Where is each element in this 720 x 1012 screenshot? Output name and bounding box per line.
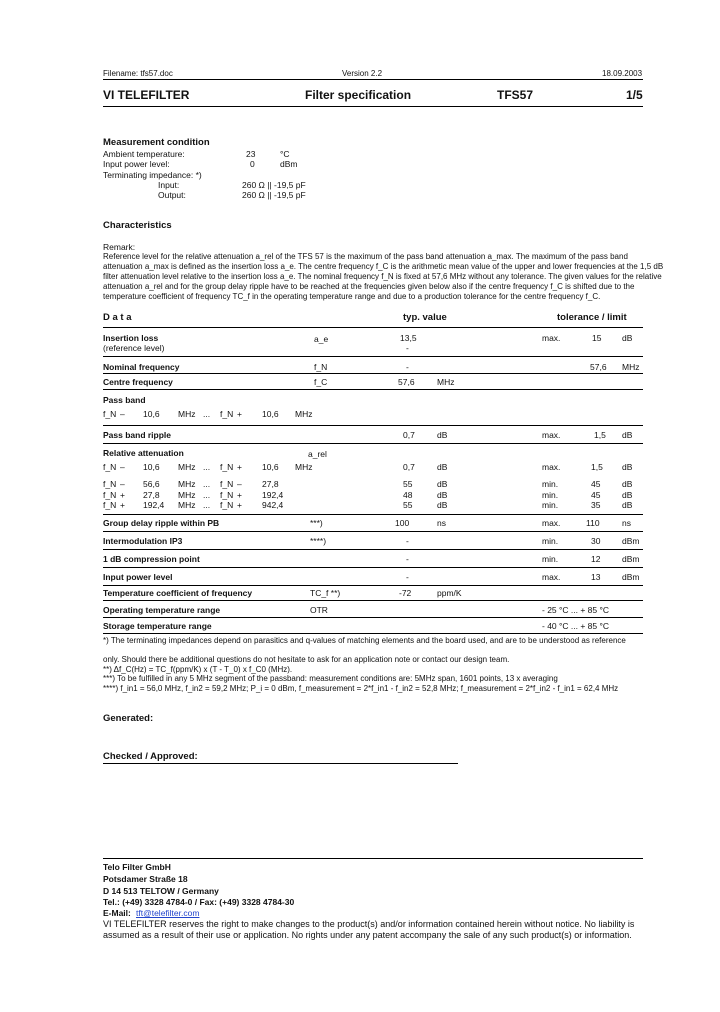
nominal-frequency-typ: -: [406, 362, 409, 372]
pass-band-op: –: [120, 409, 125, 419]
nominal-frequency-label: Nominal frequency: [103, 362, 180, 372]
footer-rule: [103, 858, 643, 859]
pass-band-u1: MHz: [178, 409, 196, 419]
rel-unit: dB: [622, 479, 633, 489]
compression-typ: -: [406, 554, 409, 564]
rel-dots: ...: [203, 490, 211, 500]
rel-fn2: f_N: [220, 490, 234, 500]
rel-fn: f_N: [103, 500, 117, 510]
rel-unit: dB: [622, 462, 633, 472]
compression-tol: 12: [591, 554, 601, 564]
rel-tol: 45: [591, 490, 601, 500]
input-impedance-value: 260 Ω || -19,5 pF: [242, 180, 306, 190]
operating-temp-symbol: OTR: [310, 605, 328, 615]
pass-band-op2: +: [237, 409, 242, 419]
table-rule: [103, 425, 643, 426]
ripple-label: Pass band ripple: [103, 430, 172, 440]
rel-tol-type: min.: [542, 490, 559, 500]
storage-temp-range: - 40 °C ... + 85 °C: [542, 621, 610, 631]
pass-band-u2: MHz: [295, 409, 313, 419]
generated-label: Generated:: [103, 713, 154, 724]
data-header: D a t a: [103, 312, 132, 323]
tempco-symbol: TC_f **): [310, 588, 341, 598]
pass-band-dots: ...: [203, 409, 211, 419]
rel-fn: f_N: [103, 462, 117, 472]
pass-band-v2: 10,6: [262, 409, 279, 419]
operating-temp-label: Operating temperature range: [103, 605, 221, 615]
group-delay-symbol: ***): [310, 518, 323, 528]
table-rule: [103, 600, 643, 601]
rel-dots: ...: [203, 500, 211, 510]
ip3-tol: 30: [591, 536, 601, 546]
remark-line: filter attenuation level relative to the insertion loss a_e. The nominal frequency f_N is fixed at 57,6 MHz without any tolerance. The given values for the relative: [103, 272, 662, 281]
rel-u1: MHz: [178, 462, 196, 472]
pass-band-fn2: f_N: [220, 409, 234, 419]
rel-v1: 192,4: [143, 500, 165, 510]
ripple-tol-type: max.: [542, 430, 561, 440]
rel-tol-type: min.: [542, 500, 559, 510]
input-power-tol-type: max.: [542, 572, 561, 582]
output-impedance-label: Output:: [158, 190, 186, 200]
input-power-unit: dBm: [622, 572, 640, 582]
rel-op1: –: [120, 479, 125, 489]
power-value: 0: [250, 159, 255, 169]
centre-frequency-typ: 57,6: [398, 377, 415, 387]
footnote: ***) To be fulfilled in any 5 MHz segment of the passband: measurement conditions are: 5MHz span, 1601 points, 13 x averaging: [103, 674, 558, 683]
ambient-unit: °C: [280, 149, 290, 159]
ip3-unit: dBm: [622, 536, 640, 546]
ambient-label: Ambient temperature:: [103, 149, 185, 159]
table-rule: [103, 549, 643, 550]
rel-fn2: f_N: [220, 462, 234, 472]
rel-fn: f_N: [103, 479, 117, 489]
rel-v1: 10,6: [143, 462, 160, 472]
footnote: ****) f_in1 = 56,0 MHz, f_in2 = 59,2 MHz; P_i = 0 dBm, f_measurement = 2*f_in1 - f_in2 = 52,8 MHz; f_measurement = 2*f_in2 - f_in1 = 62,4 MHz: [103, 684, 619, 693]
group-delay-typ-unit: ns: [437, 518, 446, 528]
input-power-label: Input power level: [103, 572, 173, 582]
rel-typ: 0,7: [403, 462, 415, 472]
rel-tol: 35: [591, 500, 601, 510]
output-impedance-value: 260 Ω || -19,5 pF: [242, 190, 306, 200]
insertion-loss-tol-type: max.: [542, 333, 561, 343]
table-rule: [103, 373, 643, 374]
rel-typ-unit: dB: [437, 479, 448, 489]
version: Version 2.2: [342, 69, 383, 78]
remark-line: Reference level for the relative attenuation a_rel of the TFS 57 is the maximum of the pass band attenuation a_max. The maximum of the pass band: [103, 252, 628, 261]
insertion-loss-label: Insertion loss: [103, 333, 159, 343]
ripple-typ-unit: dB: [437, 430, 448, 440]
table-rule: [103, 567, 643, 568]
rel-op2: +: [237, 462, 242, 472]
table-rule: [103, 443, 643, 444]
table-rule: [103, 356, 643, 357]
product-code: TFS57: [497, 88, 534, 102]
remark-label: Remark:: [103, 242, 136, 252]
email-address[interactable]: tft@telefilter.com: [136, 908, 200, 918]
power-label: Input power level:: [103, 159, 170, 169]
insertion-loss-typ: 13,5: [400, 333, 417, 343]
rel-tol: 1,5: [591, 462, 603, 472]
rel-v1: 56,6: [143, 479, 160, 489]
rel-v2: 192,4: [262, 490, 284, 500]
insertion-loss-unit: dB: [622, 333, 633, 343]
rel-v2: 10,6: [262, 462, 279, 472]
table-rule: [103, 514, 643, 515]
rel-op1: +: [120, 500, 125, 510]
email-link[interactable]: [136, 908, 199, 918]
compression-unit: dBm: [622, 554, 640, 564]
nominal-frequency-value: 57,6: [590, 362, 607, 372]
filename: Filename: tfs57.doc: [103, 69, 173, 78]
rel-op1: –: [120, 462, 125, 472]
rel-op2: +: [237, 500, 242, 510]
rel-op1: +: [120, 490, 125, 500]
address-city: D 14 513 TELTOW / Germany: [103, 886, 219, 896]
footnote: only. Should there be additional questions do not hesitate to ask for an application note or contact our design team.: [103, 655, 510, 664]
group-delay-unit: ns: [622, 518, 631, 528]
rel-unit: dB: [622, 500, 633, 510]
rel-typ: 48: [403, 490, 413, 500]
email-label: E-Mail:: [103, 908, 131, 918]
input-power-typ: -: [406, 572, 409, 582]
address-street: Potsdamer Straße 18: [103, 874, 188, 884]
header-top-rule: [103, 79, 643, 80]
typ-header: typ. value: [403, 312, 447, 323]
rel-v1: 27,8: [143, 490, 160, 500]
ripple-typ: 0,7: [403, 430, 415, 440]
checked-approved-label: Checked / Approved:: [103, 751, 198, 762]
ip3-symbol: ****): [310, 536, 327, 546]
group-delay-tol: 110: [586, 518, 600, 528]
relative-attenuation-symbol: a_rel: [308, 449, 327, 459]
tempco-typ: -72: [399, 588, 412, 598]
rel-fn: f_N: [103, 490, 117, 500]
input-impedance-label: Input:: [158, 180, 180, 190]
remark-line: attenuation a_rel and for the group delay ripple have to be reached at the frequencies given below also if the centre frequency f_C is shifted due to the: [103, 282, 635, 291]
doc-title: Filter specification: [305, 88, 412, 102]
ripple-unit: dB: [622, 430, 633, 440]
doc-date: 18.09.2003: [602, 69, 643, 78]
address-phone: Tel.: (+49) 3328 4784-0 / Fax: (+49) 3328 4784-30: [103, 897, 295, 907]
power-unit: dBm: [280, 159, 298, 169]
page-number: 1/5: [626, 88, 643, 102]
rel-u2: MHz: [295, 462, 313, 472]
insertion-loss-symbol: a_e: [314, 334, 329, 344]
characteristics-title: Characteristics: [103, 220, 172, 231]
ambient-value: 23: [246, 149, 256, 159]
rel-u1: MHz: [178, 500, 196, 510]
compression-label: 1 dB compression point: [103, 554, 200, 564]
nominal-frequency-symbol: f_N: [314, 362, 328, 372]
rel-tol-type: max.: [542, 462, 561, 472]
rel-u1: MHz: [178, 490, 196, 500]
address-company: Telo Filter GmbH: [103, 862, 171, 872]
rel-fn2: f_N: [220, 500, 234, 510]
insertion-loss-typ2: -: [406, 343, 409, 353]
relative-attenuation-label: Relative attenuation: [103, 448, 184, 458]
table-rule: [103, 389, 643, 390]
rel-dots: ...: [203, 479, 211, 489]
remark-line: attenuation a_max is defined as the insertion loss a_e. The centre frequency f_C is the arithmetic mean value of the upper and lower frequencies at the 1,5 dB: [103, 262, 664, 271]
rel-tol: 45: [591, 479, 601, 489]
impedance-label: Terminating impedance: *): [103, 170, 202, 180]
rel-op2: –: [237, 479, 242, 489]
insertion-loss-tol: 15: [592, 333, 602, 343]
company-name: VI TELEFILTER: [103, 88, 190, 102]
group-delay-typ: 100: [395, 518, 410, 528]
centre-frequency-label: Centre frequency: [103, 377, 173, 387]
tolerance-header: tolerance / limit: [557, 312, 627, 323]
rel-v2: 942,4: [262, 500, 284, 510]
measurement-title: Measurement condition: [103, 137, 210, 148]
centre-frequency-symbol: f_C: [314, 377, 328, 387]
storage-temp-label: Storage temperature range: [103, 621, 212, 631]
disclaimer-line: assumed as a result of their use or application. No rights under any patent accompany the sale of any such product(s) or information.: [103, 930, 632, 940]
table-rule: [103, 585, 643, 586]
table-rule: [103, 531, 643, 532]
rel-typ-unit: dB: [437, 500, 448, 510]
disclaimer-line: VI TELEFILTER reserves the right to make changes to the product(s) and/or information contained herein without notice. No liability is: [103, 919, 635, 929]
header-bottom-rule: [103, 106, 643, 107]
rel-typ-unit: dB: [437, 462, 448, 472]
tempco-label: Temperature coefficient of frequency: [103, 588, 253, 598]
compression-tol-type: min.: [542, 554, 559, 564]
pass-band-v1: 10,6: [143, 409, 160, 419]
group-delay-tol-type: max.: [542, 518, 561, 528]
rel-u1: MHz: [178, 479, 196, 489]
rel-typ-unit: dB: [437, 490, 448, 500]
centre-frequency-unit: MHz: [437, 377, 455, 387]
table-rule: [103, 633, 643, 634]
pass-band-label: Pass band: [103, 395, 146, 405]
rel-tol-type: min.: [542, 479, 559, 489]
rel-typ: 55: [403, 479, 413, 489]
rel-op2: +: [237, 490, 242, 500]
operating-temp-range: - 25 °C ... + 85 °C: [542, 605, 610, 615]
table-rule: [103, 617, 643, 618]
insertion-loss-sub: (reference level): [103, 343, 165, 353]
rel-unit: dB: [622, 490, 633, 500]
signature-line: [103, 763, 458, 764]
remark-line: temperature coefficient of frequency TC_f in the operating temperature range and due to a production tolerance for the centre frequency f_C.: [103, 292, 601, 301]
tempco-unit: ppm/K: [437, 588, 462, 598]
nominal-frequency-unit: MHz: [622, 362, 640, 372]
footnote: **) Δf_C(Hz) = TC_f(ppm/K) x (T - T_0) x f_C0 (MHz).: [103, 665, 293, 674]
ip3-label: Intermodulation IP3: [103, 536, 183, 546]
footnote: *) The terminating impedances depend on parasitics and q-values of matching elements and the board used, and are to be understood as reference: [103, 636, 626, 645]
group-delay-label: Group delay ripple within PB: [103, 518, 220, 528]
rel-v2: 27,8: [262, 479, 279, 489]
ip3-tol-type: min.: [542, 536, 559, 546]
input-power-tol: 13: [591, 572, 601, 582]
pass-band-fn: f_N: [103, 409, 117, 419]
ripple-tol: 1,5: [594, 430, 606, 440]
rel-fn2: f_N: [220, 479, 234, 489]
rel-typ: 55: [403, 500, 413, 510]
rel-dots: ...: [203, 462, 211, 472]
table-rule: [103, 327, 643, 328]
ip3-typ: -: [406, 536, 409, 546]
